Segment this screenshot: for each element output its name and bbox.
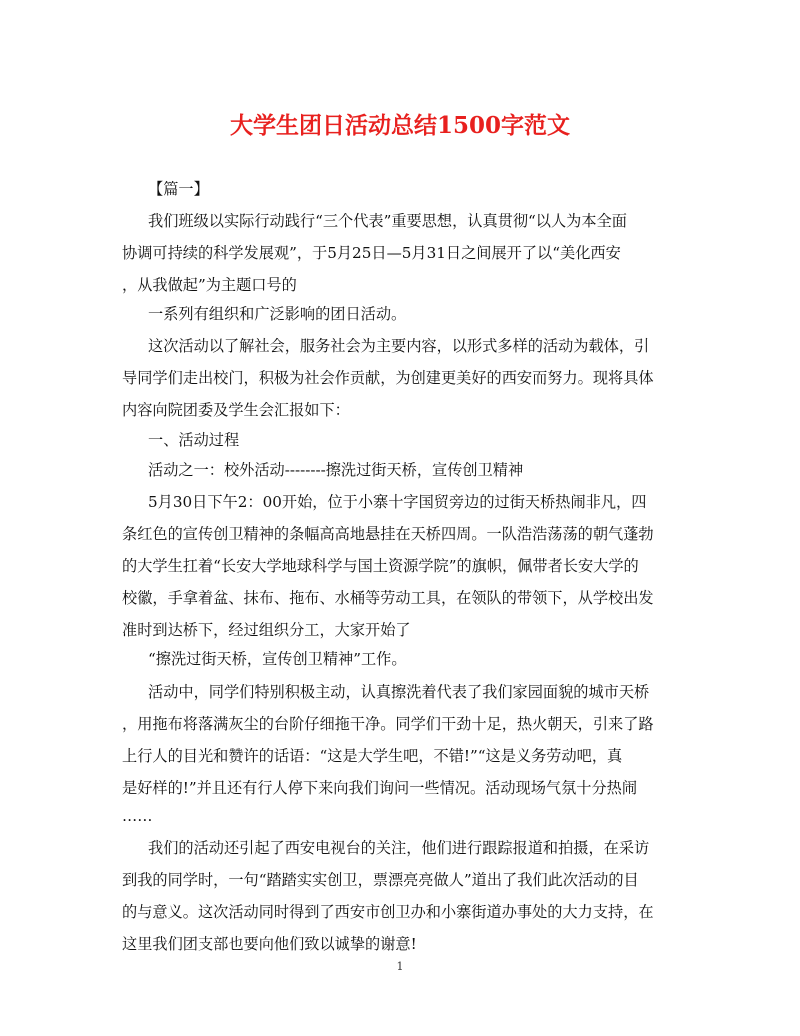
page-number: 1 bbox=[396, 960, 404, 973]
section-heading: 【篇一】 bbox=[148, 180, 209, 198]
paragraph-line: ，用拖布将落满灰尘的台阶仔细拖干净。同学们干劲十足，热火朝天，引来了路 bbox=[122, 715, 654, 733]
paragraph-line: 我们的活动还引起了西安电视台的关注，他们进行跟踪报道和拍摄，在采访 bbox=[148, 839, 650, 857]
paragraph-line: 导同学们走出校门，积极为社会作贡献，为创建更美好的西安而努力。现将具体 bbox=[122, 369, 654, 387]
paragraph-line: 条红色的宣传创卫精神的条幅高高地悬挂在天桥四周。一队浩浩荡荡的朝气蓬勃 bbox=[122, 525, 654, 543]
paragraph-line: 是好样的!”并且还有行人停下来向我们询问一些情况。活动现场气氛十分热闹 bbox=[122, 779, 638, 797]
paragraph-line: 一系列有组织和广泛影响的团日活动。 bbox=[148, 305, 407, 323]
document-title: 大学生团日活动总结1500字范文 bbox=[229, 112, 570, 139]
paragraph-line: 5月30日下午2：00开始，位于小寨十字国贸旁边的过街天桥热闹非凡，四 bbox=[148, 493, 647, 511]
paragraph-line: “擦洗过街天桥，宣传创卫精神”工作。 bbox=[148, 650, 407, 668]
paragraph-line: 协调可持续的科学发展观”，于5月25日—5月31日之间展开了以“美化西安 bbox=[122, 244, 621, 262]
paragraph-line: 这次活动以了解社会，服务社会为主要内容，以形式多样的活动为载体，引 bbox=[148, 337, 650, 355]
paragraph-line: 内容向院团委及学生会汇报如下： bbox=[122, 401, 350, 419]
paragraph-line: 到我的同学时，一句“踏踏实实创卫，票漂亮亮做人”道出了我们此次活动的目 bbox=[122, 871, 639, 889]
paragraph-line: …… bbox=[122, 807, 153, 825]
paragraph-line: 上行人的目光和赞许的话语：“这是大学生吧，不错!”“这是义务劳动吧，真 bbox=[122, 747, 623, 765]
paragraph-line: 的与意义。这次活动同时得到了西安市创卫办和小寨街道办事处的大力支持，在 bbox=[122, 903, 654, 921]
paragraph-line: 这里我们团支部也要向他们致以诚挚的谢意! bbox=[122, 935, 417, 953]
paragraph-line: 活动之一：校外活动--------擦洗过街天桥，宣传创卫精神 bbox=[148, 461, 524, 479]
paragraph-line: 准时到达桥下，经过组织分工，大家开始了 bbox=[122, 621, 411, 639]
paragraph-line: ，从我做起”为主题口号的 bbox=[122, 276, 297, 294]
paragraph-line: 校徽，手拿着盆、抹布、拖布、水桶等劳动工具，在领队的带领下，从学校出发 bbox=[122, 589, 654, 607]
paragraph-line: 的大学生扛着“长安大学地球科学与国土资源学院”的旗帜，佩带者长安大学的 bbox=[122, 557, 639, 575]
paragraph-line: 活动中，同学们特别积极主动，认真擦洗着代表了我们家园面貌的城市天桥 bbox=[148, 683, 650, 701]
subheading: 一、活动过程 bbox=[148, 431, 240, 449]
paragraph-line: 我们班级以实际行动践行“三个代表”重要思想，认真贯彻“以人为本全面 bbox=[148, 212, 627, 230]
